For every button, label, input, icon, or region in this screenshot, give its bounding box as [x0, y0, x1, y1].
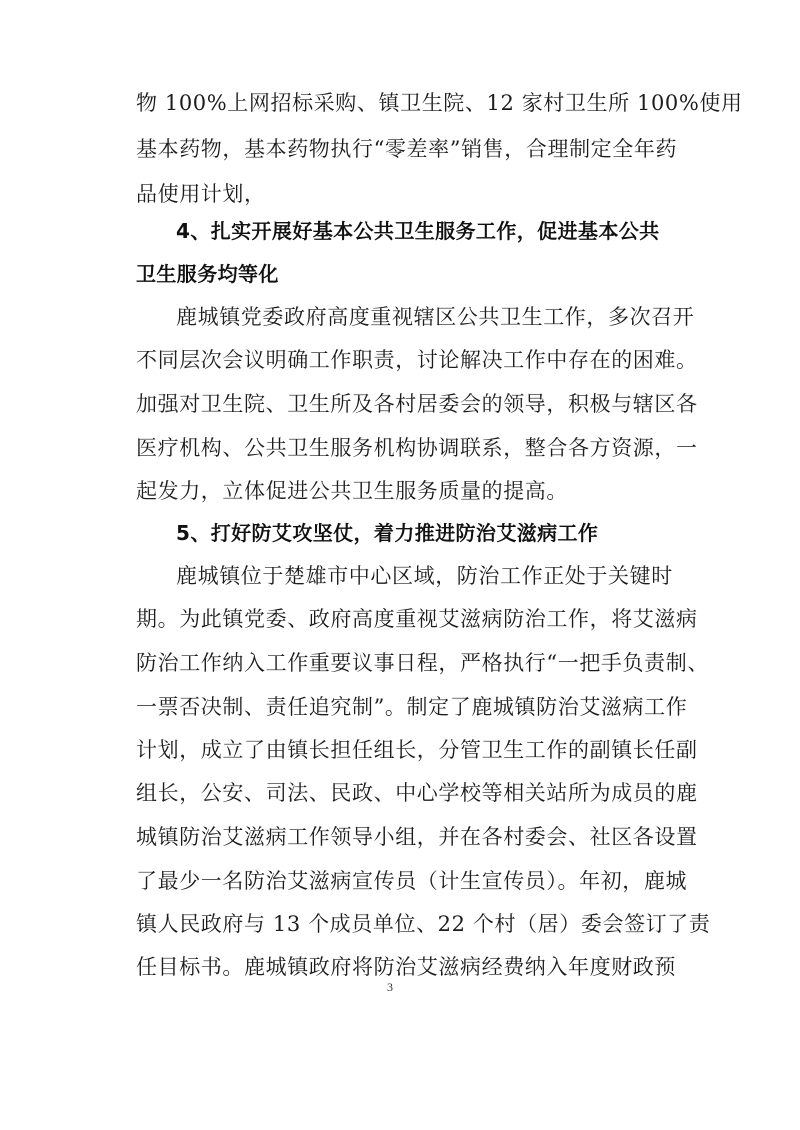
- paragraph-line: 医疗机构、公共卫生服务机构协调联系，整合各方资源，一: [136, 436, 698, 460]
- section-heading-4: 4、扎实开展好基本公共卫生服务工作，促进基本公共: [176, 219, 660, 243]
- paragraph-line: 起发力，立体促进公共卫生服务质量的提高。: [136, 479, 568, 503]
- paragraph-line: 加强对卫生院、卫生所及各村居委会的领导，积极与辖区各: [136, 392, 698, 416]
- paragraph-line: 组长，公安、司法、民政、中心学校等相关站所为成员的鹿: [136, 781, 698, 805]
- paragraph-line: 防治工作纳入工作重要议事日程，严格执行“一把手负责制、: [136, 651, 709, 675]
- paragraph-line: 城镇防治艾滋病工作领导小组，并在各村委会、社区各设置: [136, 825, 698, 849]
- text-line: 品使用计划，: [136, 182, 266, 206]
- paragraph-line: 镇人民政府与 13 个成员单位、22 个村（居）委会签订了责: [136, 912, 711, 936]
- section-heading-5: 5、打好防艾攻坚仗，着力推进防治艾滋病工作: [176, 521, 599, 545]
- paragraph-line: 鹿城镇位于楚雄市中心区域，防治工作正处于关键时: [176, 564, 673, 588]
- paragraph-line: 了最少一名防治艾滋病宣传员（计生宣传员）。年初，鹿城: [136, 869, 688, 893]
- paragraph-line: 一票否决制、责任追究制”。制定了鹿城镇防治艾滋病工作: [136, 695, 688, 719]
- text-line: 物 100%上网招标采购、镇卫生院、12 家村卫生所 100%使用: [136, 91, 743, 115]
- text-line: 基本药物，基本药物执行“零差率”销售，合理制定全年药: [136, 137, 678, 161]
- paragraph-line: 任目标书。鹿城镇政府将防治艾滋病经费纳入年度财政预: [136, 955, 676, 979]
- paragraph-line: 不同层次会议明确工作职责，讨论解决工作中存在的困难。: [136, 348, 698, 372]
- paragraph-line: 计划，成立了由镇长担任组长，分管卫生工作的副镇长任副: [136, 738, 698, 762]
- paragraph-line: 期。为此镇党委、政府高度重视艾滋病防治工作，将艾滋病: [136, 607, 698, 631]
- section-heading-4-continued: 卫生服务均等化: [136, 262, 279, 286]
- page-number: 3: [387, 980, 393, 994]
- paragraph-line: 鹿城镇党委政府高度重视辖区公共卫生工作，多次召开: [176, 305, 695, 329]
